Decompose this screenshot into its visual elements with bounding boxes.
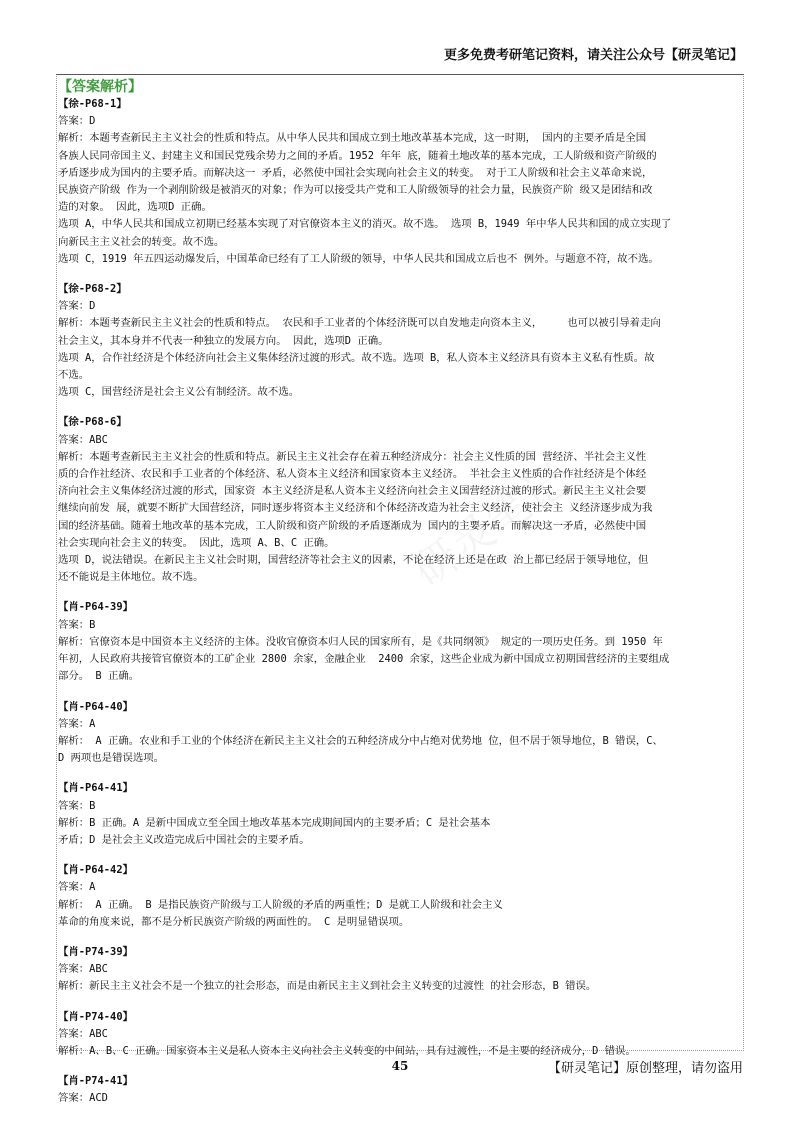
answer-line: 答案：A bbox=[58, 881, 96, 894]
explanation-line: 造的对象。 因此，选项D 正确。 bbox=[58, 201, 212, 214]
footer-note: 【研灵笔记】原创整理，请勿盗用 bbox=[547, 1061, 743, 1076]
question-id: 【肖-P74-41】 bbox=[58, 1075, 133, 1088]
explanation-line: 解析：新民主主义社会不是一个独立的社会形态，而是由新民主主义到社会主义转变的过渡性 的社会形态，B 错误。 bbox=[58, 980, 597, 993]
explanation-line: 解析：官僚资本是中国资本主义经济的主体。没收官僚资本归人民的国家所有，是《共同纲领》 规定的一项历史任务。到 1950 年 bbox=[58, 635, 663, 648]
explanation-line: 还不能说是主体地位。故不选。 bbox=[58, 571, 204, 584]
explanation-line: 民族资产阶级 作为一个剥削阶级是被消灭的对象；作为可以接受共产党和工人阶级领导的社会力量，民族资产阶 级又是团结和改 bbox=[58, 184, 653, 197]
explanation-line: 质的合作社经济、农民和手工业者的个体经济、私人资本主义经济和国家资本主义经济。 半社会主义性质的合作社经济是个体经 bbox=[58, 468, 647, 481]
explanation-line: 解析： A 正确。 B 是指民族资产阶级与工人阶级的矛盾的两重性；D 是就工人阶级和社会主义 bbox=[58, 898, 503, 911]
answer-line: 答案：A bbox=[58, 717, 96, 730]
section-title: 【答案解析】 bbox=[58, 79, 142, 95]
header-divider bbox=[56, 74, 744, 75]
explanation-line: 选项 A，合作社经济是个体经济向社会主义集体经济过渡的形式。故不选。选项 B，私人资本主义经济具有资本主义私有性质。故 bbox=[58, 351, 655, 364]
question-block bbox=[58, 1073, 742, 1107]
explanation-line: 不选。 bbox=[58, 369, 90, 382]
question-block bbox=[58, 944, 742, 996]
question-block bbox=[58, 780, 742, 849]
explanation-line: 向新民主主义社会的转变。故不选。 bbox=[58, 235, 225, 248]
answer-line: 答案：D bbox=[58, 300, 96, 313]
explanation-line: 国的经济基础。随着土地改革的基本完成，工人阶级和资产阶级的矛盾逐渐成为 国内的主要矛盾。而解决这一矛盾，必然使中国 bbox=[58, 519, 647, 532]
question-block bbox=[58, 414, 742, 586]
answer-line: 答案：ACD bbox=[58, 1092, 108, 1105]
explanation-line: 矛盾；D 是社会主义改造完成后中国社会的主要矛盾。 bbox=[58, 833, 310, 846]
question-list bbox=[58, 96, 742, 1108]
answer-line: 答案：B bbox=[58, 618, 96, 631]
explanation-line: 解析：B 正确。A 是新中国成立至全国土地改革基本完成期间国内的主要矛盾；C 是社会基本 bbox=[58, 816, 491, 829]
explanation-line: 社会主义，其本身并不代表一种独立的发展方向。 因此，选项D 正确。 bbox=[58, 334, 389, 347]
explanation-line: 革命的角度来说，都不是分析民族资产阶级的两面性的。 C 是明显错误项。 bbox=[58, 915, 410, 928]
explanation-line: 矛盾逐步成为国内的主要矛盾。而解决这一 矛盾，必然使中国社会实现向社会主义的转变。 对于工人阶级和社会主义革命来说， bbox=[58, 166, 653, 179]
question-id: 【肖-P64-42】 bbox=[58, 864, 133, 877]
question-block bbox=[58, 96, 742, 268]
explanation-line: 解析：A、B、C 正确。国家资本主义是私人资本主义向社会主义转变的中间站，具有过渡性，不是主要的经济成分，D 错误。 bbox=[58, 1044, 636, 1057]
explanation-line: 解析： A 正确。农业和手工业的个体经济在新民主主义社会的五种经济成分中占绝对优势地 位，但不居于领导地位，B 错误，C、 bbox=[58, 734, 663, 747]
question-id: 【肖-P74-39】 bbox=[58, 945, 133, 958]
question-id: 【肖-P64-39】 bbox=[58, 601, 133, 614]
question-id: 【肖-P64-40】 bbox=[58, 700, 133, 713]
explanation-line: 社会实现向社会主义的转变。 因此，选项 A、B、C 正确。 bbox=[58, 536, 335, 549]
question-block bbox=[58, 281, 742, 401]
explanation-line: 选项 D，说法错误。在新民主主义社会时期，国营经济等社会主义的因素，不论在经济上还是在政 治上都已经居于领导地位，但 bbox=[58, 554, 649, 567]
explanation-line: 解析：本题考查新民主主义社会的性质和特点。 农民和手工业者的个体经济既可以自发地走向资本主义， 也可以被引导着走向 bbox=[58, 317, 661, 330]
answer-line: 答案：ABC bbox=[58, 1027, 108, 1040]
page-number: 45 bbox=[391, 1059, 409, 1073]
question-id: 【徐-P68-6】 bbox=[58, 416, 127, 429]
answer-line: 答案：B bbox=[58, 799, 96, 812]
explanation-line: 解析：本题考查新民主主义社会的性质和特点。新民主主义社会存在着五种经济成分：社会主义性质的国 营经济、半社会主义性 bbox=[58, 450, 647, 463]
explanation-line: 年初，人民政府共接管官僚资本的工矿企业 2800 余家，金融企业 2400 余家，这些企业成为新中国成立初期国营经济的主要组成 bbox=[58, 653, 670, 666]
question-id: 【徐-P68-2】 bbox=[58, 283, 127, 296]
answer-line: 答案：ABC bbox=[58, 963, 108, 976]
question-block bbox=[58, 1009, 742, 1061]
answer-line: 答案：ABC bbox=[58, 433, 108, 446]
explanation-line: 选项 C，1919 年五四运动爆发后，中国革命已经有了工人阶级的领导，中华人民共和国成立后也不 例外。与题意不符，故不选。 bbox=[58, 252, 659, 265]
question-id: 【肖-P74-40】 bbox=[58, 1010, 133, 1023]
explanation-line: 解析：本题考查新民主主义社会的性质和特点。从中华人民共和国成立到土地改革基本完成，这一时期， 国内的主要矛盾是全国 bbox=[58, 132, 647, 145]
question-block bbox=[58, 599, 742, 685]
page-header: 更多免费考研笔记资料，请关注公众号【研灵笔记】 bbox=[443, 48, 743, 63]
question-block bbox=[58, 862, 742, 931]
explanation-line: 继续向前发 展，就要不断扩大国营经济，同时逐步将资本主义经济和个体经济改造为社会主义经济，使社会主 义经济逐步成为我 bbox=[58, 502, 653, 515]
question-id: 【徐-P68-1】 bbox=[58, 98, 127, 110]
question-block bbox=[58, 699, 742, 768]
explanation-line: 选项 C，国营经济是社会主义公有制经济。故不选。 bbox=[58, 386, 300, 399]
question-id: 【肖-P64-41】 bbox=[58, 782, 133, 795]
explanation-line: 部分。 B 正确。 bbox=[58, 670, 140, 683]
answer-line: 答案：D bbox=[58, 115, 96, 128]
explanation-line: D 两项也是错误选项。 bbox=[58, 752, 165, 765]
explanation-line: 济向社会主义集体经济过渡的形式，国家资 本主义经济是私人资本主义经济向社会主义国营经济过渡的形式。新民主主义社会要 bbox=[58, 485, 647, 498]
explanation-line: 各族人民同帝国主义、封建主义和国民党残余势力之间的矛盾。1952 年年 底，随着土地改革的基本完成，工人阶级和资产阶级的 bbox=[58, 149, 657, 162]
explanation-line: 选项 A，中华人民共和国成立初期已经基本实现了对官僚资本主义的消灭。故不选。 选项 B，1949 年中华人民共和国的成立实现了 bbox=[58, 218, 672, 231]
